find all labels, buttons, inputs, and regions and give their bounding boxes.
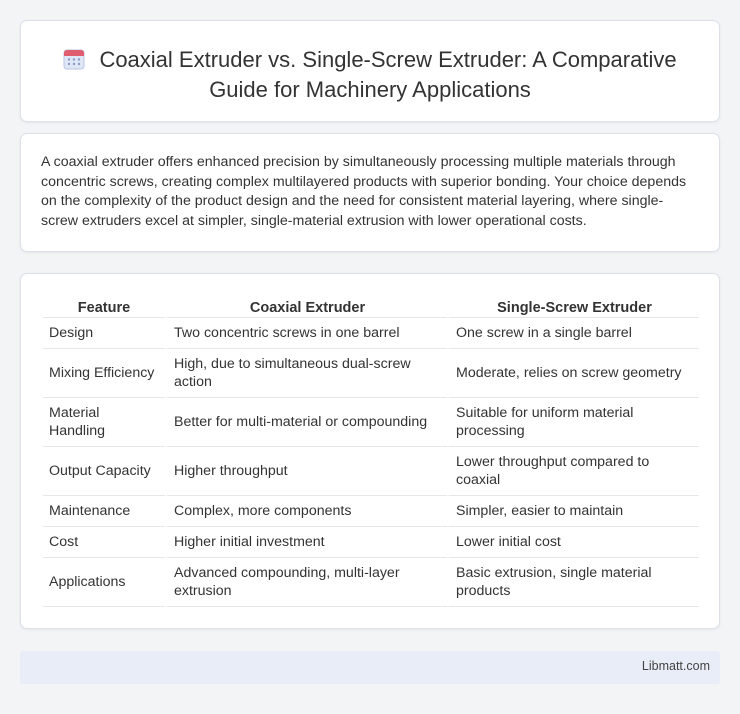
page-title-text: Coaxial Extruder vs. Single-Screw Extruder: A Comparative Guide for Machinery Applications <box>99 47 677 102</box>
coaxial-cell: Higher initial investment <box>165 527 447 558</box>
single-screw-cell: Basic extrusion, single material products <box>447 558 699 607</box>
coaxial-cell: Better for multi-material or compounding <box>165 398 447 447</box>
single-screw-cell: Simpler, easier to maintain <box>447 496 699 527</box>
feature-cell: Maintenance <box>43 496 165 527</box>
feature-cell: Mixing Efficiency <box>43 349 165 398</box>
coaxial-cell: Complex, more components <box>165 496 447 527</box>
column-header-feature: Feature <box>43 295 165 318</box>
coaxial-cell: Higher throughput <box>165 447 447 496</box>
single-screw-cell: Moderate, relies on screw geometry <box>447 349 699 398</box>
table-row <box>43 447 699 496</box>
feature-cell: Design <box>43 318 165 349</box>
feature-cell: Output Capacity <box>43 447 165 496</box>
table-row <box>43 318 699 349</box>
feature-cell: Cost <box>43 527 165 558</box>
single-screw-cell: Lower initial cost <box>447 527 699 558</box>
column-header-coaxial: Coaxial Extruder <box>165 295 447 318</box>
single-screw-cell: Suitable for uniform material processing <box>447 398 699 447</box>
table-row <box>43 349 699 398</box>
coaxial-cell: Two concentric screws in one barrel <box>165 318 447 349</box>
summary-text: A coaxial extruder offers enhanced precision by simultaneously processing multiple materials through concentric screws, creating complex multilayered products with superior bonding. Your choice depends on the complexity of the product design and the need for consistent material layering, where single-screw extruders excel at simpler, single-material extrusion with lower operational costs. <box>41 154 687 229</box>
coaxial-cell: Advanced compounding, multi-layer extrusion <box>165 558 447 607</box>
table-row <box>43 496 699 527</box>
summary-card <box>20 133 720 252</box>
table-row <box>43 527 699 558</box>
single-screw-cell: One screw in a single barrel <box>447 318 699 349</box>
page-title <box>51 45 689 105</box>
coaxial-cell: High, due to simultaneous dual-screw action <box>165 349 447 398</box>
title-card <box>20 20 720 122</box>
single-screw-cell: Lower throughput compared to coaxial <box>447 447 699 496</box>
feature-cell: Material Handling <box>43 398 165 447</box>
comparison-table-card <box>20 273 720 629</box>
footer-brand-link[interactable]: Libmatt.com <box>641 659 710 673</box>
table-header-row <box>43 295 699 318</box>
comparison-table <box>43 295 699 607</box>
column-header-single-screw: Single-Screw Extruder <box>447 295 699 318</box>
calendar-icon <box>63 48 85 70</box>
table-row <box>43 558 699 607</box>
feature-cell: Applications <box>43 558 165 607</box>
footer-bar <box>20 651 720 684</box>
table-row <box>43 398 699 447</box>
